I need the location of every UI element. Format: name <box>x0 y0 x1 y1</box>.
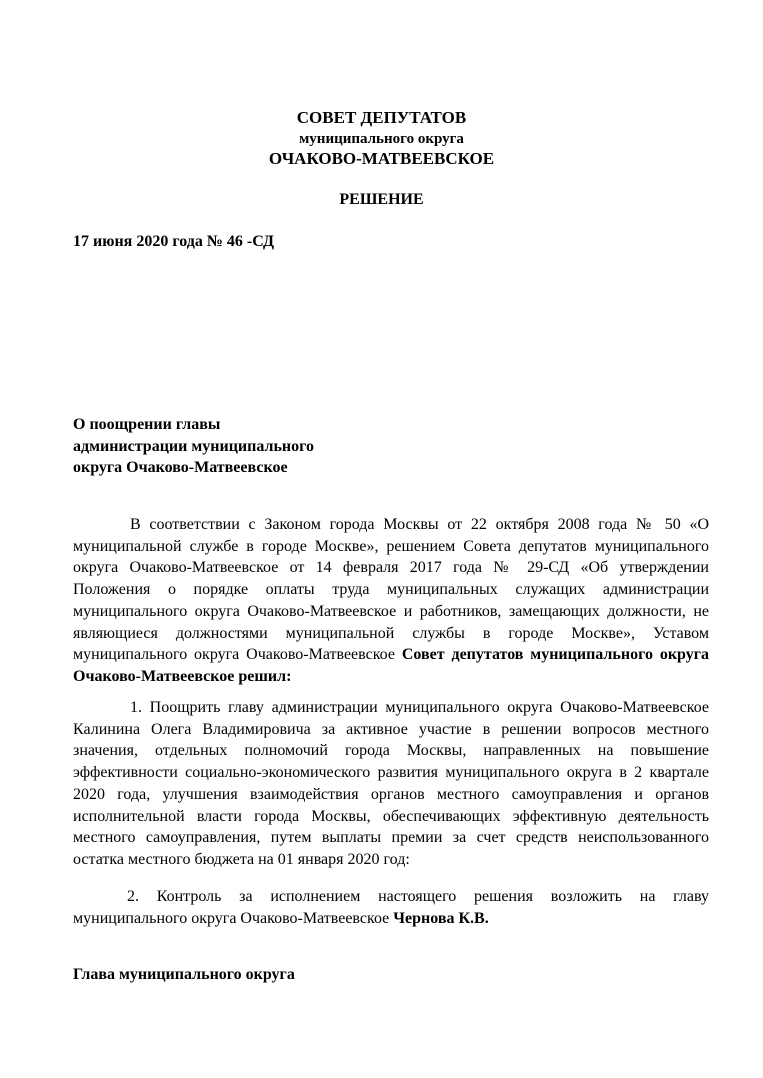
resolution-formula: Совет депутатов муниципального округа Очаково-Матвеевское решил: <box>73 646 710 685</box>
district-type: муниципального округа <box>299 131 464 147</box>
responsible-person: Чернова К.В. <box>393 909 489 927</box>
preamble-paragraph <box>73 514 709 688</box>
document-type: РЕШЕНИЕ <box>339 191 424 208</box>
preamble-text: В соответствии с Законом города Москвы от 22 октября 2008 года № 50 «О муниципальной службе в городе Москве», решением Совета депутатов муниципального округа Очаково-Матвеевское от 14 февраля 2017 года № 29-СД «Об утверждении Положения о порядке оплаты труда муниципальных служащих администрации муниципального округа Очаково-Матвеевское и работников, замещающих должности, не являющиеся должностями муниципальной службы в городе Москве», Уставом муниципального округа Очаково-Матвеевское <box>73 516 709 664</box>
subject-line: О поощрении главы <box>73 416 221 433</box>
subject-line: округа Очаково-Матвеевское <box>73 459 288 476</box>
district-name: ОЧАКОВО-МАТВЕЕВСКОЕ <box>268 149 495 168</box>
item2-text: 2. Контроль за исполнением настоящего решения возложить на главу муниципального округа Очаково-Матвеевское <box>73 888 709 927</box>
decision-item-1: 1. Поощрить главу администрации муниципального округа Очаково-Матвеевское Калинина Олега Владимировича за активное участие в решении вопросов местного значения, отдельных полномочий города Москвы, направленных на повышение эффективности социально-экономического развития муниципального округа в 2 квартале 2020 года, улучшения взаимодействия органов местного самоуправления и органов исполнительной власти города Москвы, обеспечивающих эффективную деятельность местного самоуправления, путем выплаты премии за счет средств неиспользованного остатка местного бюджета на 01 января 2020 год: <box>73 699 709 868</box>
decision-subject <box>73 414 314 479</box>
council-title: СОВЕТ ДЕПУТАТОВ <box>296 108 467 127</box>
decision-item-2 <box>73 886 709 929</box>
date-and-number: 17 июня 2020 года № 46 -СД <box>73 233 274 250</box>
signature-title: Глава муниципального округа <box>73 966 295 983</box>
subject-line: администрации муниципального <box>73 437 315 455</box>
